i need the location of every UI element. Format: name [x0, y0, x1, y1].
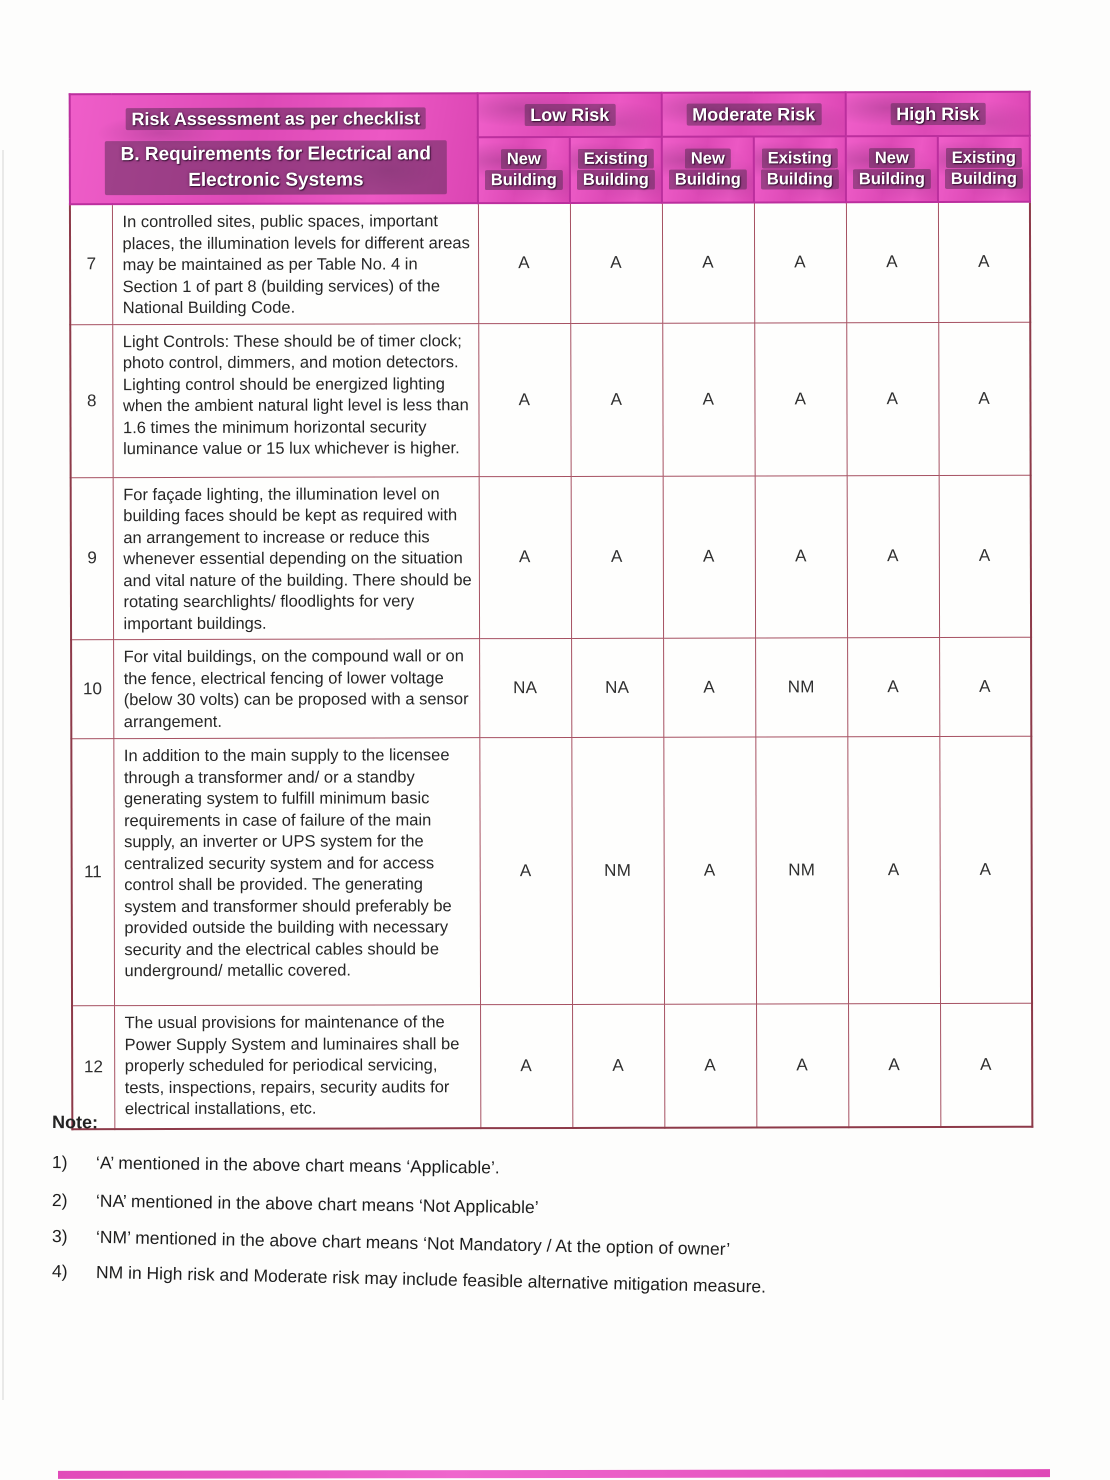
note-item-2 — [52, 1190, 1062, 1226]
row-number: 8 — [70, 324, 112, 477]
cell-moderate-new: A — [664, 1004, 756, 1127]
risk-group-label-low: Low Risk — [524, 103, 615, 125]
cell-moderate-new: A — [662, 202, 754, 322]
table-row-8 — [70, 322, 1030, 478]
note-text: ‘A’ mentioned in the above chart means ‘Applicable’. — [95, 1152, 500, 1178]
note-number: 1) — [51, 1152, 68, 1173]
cell-moderate-new: A — [662, 322, 754, 475]
cell-low-new: A — [478, 203, 570, 323]
cell-low-existing: A — [572, 1004, 664, 1127]
note-number: 2) — [51, 1190, 68, 1211]
col-header-moderate-existing: Existing Building — [754, 136, 846, 202]
cell-low-new: NA — [479, 638, 571, 737]
table-title-text: Risk Assessment as per checklist — [125, 107, 426, 130]
col-header-low-existing: Existing Building — [570, 137, 662, 203]
cell-moderate-existing: A — [754, 322, 846, 475]
risk-group-header-high — [846, 92, 1030, 136]
requirement-description: In addition to the main supply to the licensee through a transformer and/ or a standby generating system to fulfill minimum basic requirements in case of failure of the main supply, an inverter or UPS system for the centralized security system and for access control shall be provided. The generating system and transformer should preferably be provided outside the building with necessary security and the electrical cables should be underground/ metallic covered. — [113, 738, 480, 1006]
note-text: ‘NA’ mentioned in the above chart means ‘Not Applicable’ — [95, 1190, 539, 1218]
col-header-low-new: New Building — [478, 137, 570, 203]
cell-moderate-existing: A — [755, 475, 847, 638]
cell-low-existing: NA — [571, 638, 663, 737]
col-header-high-new: New Building — [846, 136, 938, 202]
cell-high-existing: A — [939, 637, 1031, 736]
cell-low-new: A — [479, 476, 571, 639]
risk-group-label-high: High Risk — [890, 102, 985, 124]
cell-moderate-new: A — [663, 475, 755, 638]
cell-high-new: A — [847, 637, 939, 736]
cell-moderate-existing: A — [754, 202, 846, 322]
table-row-7 — [70, 202, 1030, 325]
cell-low-new: A — [478, 323, 570, 476]
cell-high-existing: A — [939, 736, 1032, 1003]
cell-high-existing: A — [939, 475, 1031, 638]
col-header-moderate-new: New Building — [662, 136, 754, 202]
cell-high-new: A — [847, 475, 939, 638]
requirement-description: For façade lighting, the illumination level on building faces should be kept as required with an arrangement to increase or reduce this whenever essential depending on the situation and vital nature of the building. There should be rotating searchlights/ floodlights for very important buildings. — [113, 476, 479, 639]
requirement-description: For vital buildings, on the compound wall or on the fence, electrical fencing of lower voltage (below 30 volts) can be proposed with a sensor arrangement. — [113, 639, 479, 739]
table-row-10 — [71, 637, 1031, 739]
table-row-11 — [71, 736, 1032, 1006]
cell-high-new: A — [847, 736, 940, 1003]
notes-section — [51, 1112, 1062, 1297]
cell-moderate-existing: NM — [755, 638, 847, 737]
table-row-12 — [72, 1003, 1032, 1129]
next-table-header-edge — [58, 1469, 1050, 1479]
cell-low-new: A — [480, 1004, 572, 1127]
row-number: 12 — [72, 1006, 114, 1129]
note-text: NM in High risk and Moderate risk may include feasible alternative mitigation measure. — [95, 1261, 767, 1297]
cell-moderate-existing: NM — [755, 737, 848, 1004]
row-number: 11 — [71, 739, 114, 1006]
cell-high-existing: A — [938, 322, 1030, 475]
cell-low-existing: NM — [571, 737, 664, 1004]
cell-moderate-new: A — [663, 638, 755, 737]
risk-group-header-moderate — [662, 92, 846, 136]
risk-group-header-low — [478, 93, 662, 137]
cell-moderate-new: A — [663, 737, 756, 1004]
table-title — [79, 106, 473, 131]
note-number: 3) — [51, 1226, 68, 1247]
risk-assessment-table — [69, 91, 1034, 1130]
note-item-1 — [52, 1152, 1062, 1185]
risk-group-label-moderate: Moderate Risk — [686, 103, 821, 125]
cell-moderate-existing: A — [756, 1004, 848, 1127]
note-text: ‘NM’ mentioned in the above chart means ‘Not Mandatory / At the option of owner’ — [95, 1226, 731, 1260]
cell-low-existing: A — [571, 476, 663, 639]
row-number: 7 — [70, 204, 112, 324]
scan-page-edge-shadow — [2, 150, 4, 1400]
cell-high-existing: A — [938, 202, 1030, 322]
table-subtitle-text: B. Requirements for Electrical and Electronic Systems — [105, 140, 447, 195]
cell-low-new: A — [479, 737, 572, 1004]
row-number: 10 — [71, 640, 113, 739]
table-title-cell — [70, 93, 478, 204]
cell-low-existing: A — [570, 323, 662, 476]
table-row-9 — [71, 475, 1031, 640]
risk-group-header-row — [70, 92, 1030, 139]
cell-high-new: A — [846, 202, 938, 322]
note-number: 4) — [51, 1261, 68, 1282]
requirement-description: Light Controls: These should be of timer clock; photo control, dimmers, and motion detectors. Lighting control should be energized lighting when the ambient natural light level is less than 1.6 times the minimum horizontal security luminance value or 15 lux whichever is higher. — [112, 323, 478, 477]
note-item-4 — [52, 1261, 1062, 1304]
cell-high-new: A — [846, 322, 938, 475]
cell-high-new: A — [848, 1003, 940, 1126]
cell-high-existing: A — [940, 1003, 1032, 1126]
note-item-3 — [52, 1226, 1062, 1266]
row-number: 9 — [71, 477, 113, 640]
requirement-description: The usual provisions for maintenance of the Power Supply System and luminaires shall be properly scheduled for periodical servicing, tests, inspections, repairs, security audits for electrical installations, etc. — [114, 1005, 480, 1129]
table-subtitle — [79, 140, 473, 195]
cell-low-existing: A — [570, 203, 662, 323]
notes-heading: Note: — [51, 1112, 99, 1133]
col-header-high-existing: Existing Building — [938, 136, 1030, 202]
requirement-description: In controlled sites, public spaces, important places, the illumination levels for different areas may be maintained as per Table No. 4 in Section 1 of part 8 (building services) of the National Building Code. — [112, 203, 478, 324]
